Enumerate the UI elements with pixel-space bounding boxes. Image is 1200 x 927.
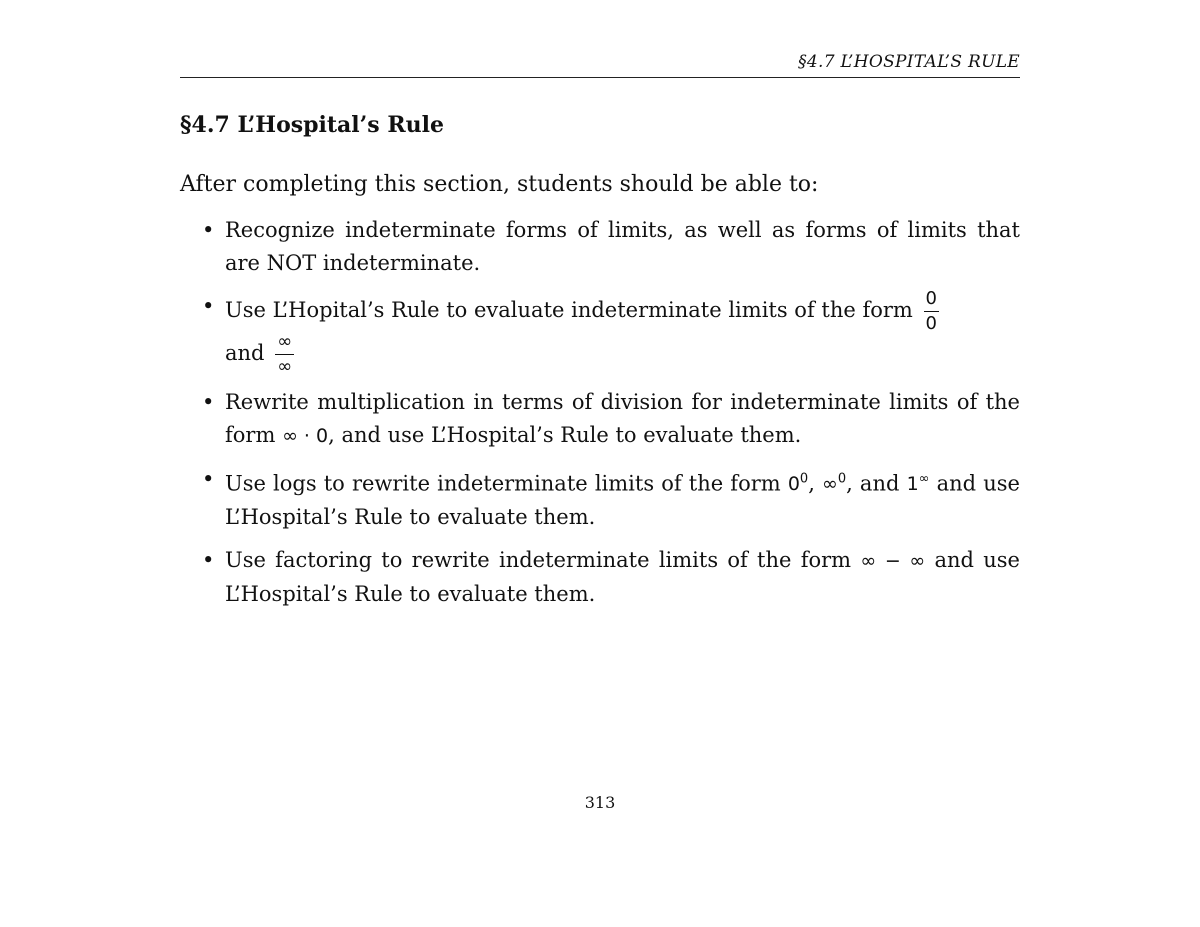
separator: ,	[808, 471, 815, 496]
fraction-denominator: 0	[925, 313, 937, 334]
objective-text: Rewrite multiplication in terms of division for indeterminate limits of the form	[225, 390, 1020, 447]
header-rule	[180, 77, 1020, 78]
math-expression: ∞ · 0	[282, 425, 329, 447]
objective-item	[180, 463, 1020, 534]
fraction-denominator: ∞	[277, 356, 293, 377]
objective-text: Recognize indeterminate forms of limits, as well as forms of limits that are NOT indeterminate.	[225, 218, 1020, 275]
fraction-infinity-over-infinity	[275, 333, 294, 376]
objective-text: and	[225, 341, 265, 365]
fraction-numerator: 0	[925, 288, 937, 309]
section-title: §4.7 L’Hospital’s Rule	[180, 112, 444, 138]
bullet-icon: •	[202, 218, 215, 242]
objective-text: Use factoring to rewrite indeterminate limits of the form	[225, 548, 852, 573]
bullet-icon: •	[202, 294, 215, 318]
objective-text: Use logs to rewrite indeterminate limits of the form	[225, 471, 781, 496]
objective-text: and use L’Hospital’s Rule to evaluate them.	[225, 471, 1020, 530]
page-number: 313	[584, 793, 616, 812]
fraction-zero-over-zero	[924, 290, 939, 333]
math-expression: ∞ − ∞	[860, 550, 926, 573]
running-header: §4.7 L’HOSPITAL’S RULE	[798, 52, 1020, 72]
bullet-icon: •	[202, 548, 215, 573]
math-power: $0^0$	[787, 472, 809, 496]
section-intro: After completing this section, students should be able to:	[180, 172, 819, 197]
bullet-icon: •	[202, 390, 215, 414]
objectives-list	[180, 214, 1020, 621]
objective-text: , and use L’Hospital’s Rule to evaluate them.	[328, 423, 802, 447]
separator: , and	[846, 471, 900, 496]
bullet-icon: •	[202, 467, 215, 491]
objective-item	[180, 214, 1020, 280]
math-power: ∞$^0$	[822, 472, 847, 496]
objective-item	[180, 290, 1020, 376]
objective-item	[180, 386, 1020, 453]
objective-text: Use L’Hopital’s Rule to evaluate indeterminate limits of the form	[225, 298, 913, 322]
math-power: 1∞	[906, 472, 930, 496]
objective-text: and use L’Hospital’s Rule to evaluate them.	[225, 548, 1020, 607]
objective-item	[180, 544, 1020, 611]
fraction-numerator: ∞	[277, 331, 293, 352]
